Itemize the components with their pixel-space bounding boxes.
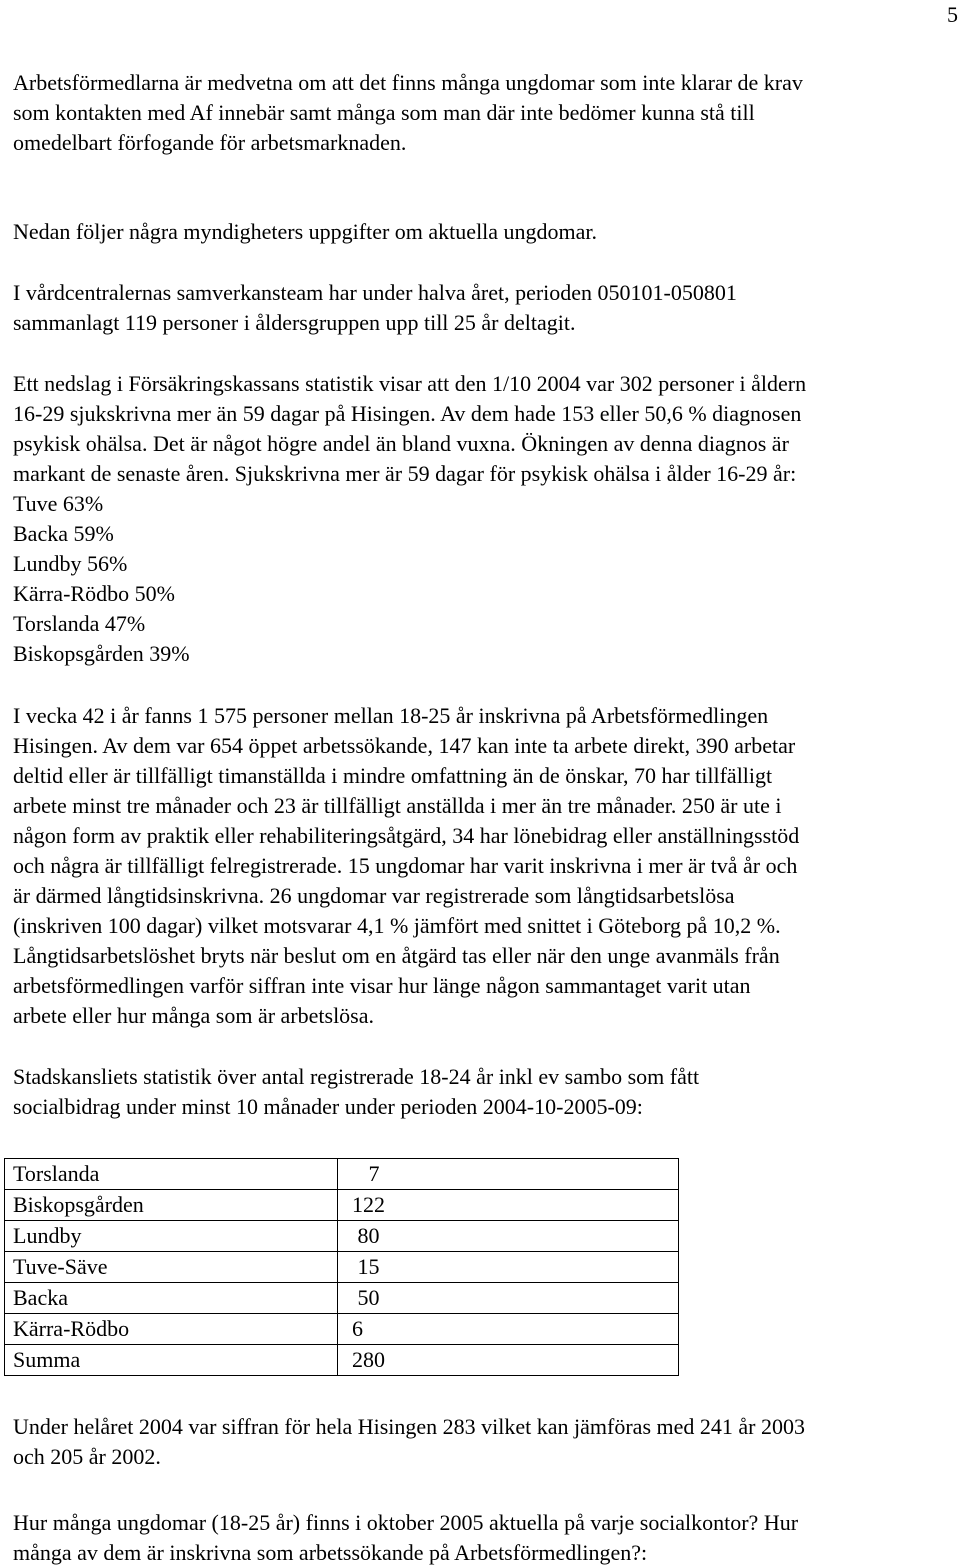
paragraph-stadskansli [13,1062,958,1122]
text-line: socialbidrag under minst 10 månader under perioden 2004-10-2005-09: [13,1094,643,1119]
table-cell-district: Lundby [5,1221,338,1252]
page-number: 5 [947,2,958,27]
table-cell-count [338,1252,679,1283]
value-indent [352,1161,369,1186]
paragraph-fraga [13,1508,958,1568]
paragraph-helaret [13,1412,958,1472]
table-row [5,1252,679,1283]
table-cell-count [338,1190,679,1221]
text-line: Stadskansliets statistik över antal registrerade 18-24 år inkl ev sambo som fått [13,1064,700,1089]
text-line: och 205 år 2002. [13,1444,161,1469]
text-line: Ett nedslag i Försäkringskassans statistik visar att den 1/10 2004 var 302 personer i åldern [13,371,807,396]
text-line: I vårdcentralernas samverkansteam har under halva året, perioden 050101-050801 [13,280,737,305]
table-row [5,1190,679,1221]
table-row-total [5,1345,679,1376]
paragraph-nedan [13,217,958,247]
text-line: många av dem är inskrivna som arbetssökande på Arbetsförmedlingen?: [13,1540,648,1565]
socialbidrag-table [4,1158,679,1376]
text-line: (inskriven 100 dagar) vilket motsvarar 4,1 % jämfört med snittet i Göteborg på 10,2 %. [13,913,781,938]
text-line: I vecka 42 i år fanns 1 575 personer mellan 18-25 år inskrivna på Arbetsförmedlingen [13,703,769,728]
table-cell-district: Backa [5,1283,338,1314]
text-line: Nedan följer några myndigheters uppgifter om aktuella ungdomar. [13,219,598,244]
text-line: arbetsförmedlingen varför siffran inte visar hur länge någon sammantaget varit utan [13,973,751,998]
text-line: markant de senaste åren. Sjukskrivna mer är 59 dagar för psykisk ohälsa i ålder 16-29 år: [13,461,797,486]
paragraph-forsakringskassan [13,369,958,669]
value-text: 7 [368,1161,380,1186]
text-line: Under helåret 2004 var siffran för hela Hisingen 283 vilket kan jämföras med 241 år 2003 [13,1414,805,1439]
table-cell-district: Tuve-Säve [5,1252,338,1283]
table-cell-count [338,1221,679,1252]
text-line: någon form av praktik eller rehabiliteringsåtgärd, 34 har lönebidrag eller anställningsstöd [13,823,800,848]
table-cell-district: Biskopsgården [5,1190,338,1221]
paragraph-vardcentral [13,278,958,338]
value-text: 50 [357,1285,380,1310]
value-text: 6 [352,1316,363,1341]
value-text: 122 [352,1192,385,1217]
document-body [13,68,958,1568]
text-line: Långtidsarbetslöshet bryts när beslut om en åtgärd tas eller när den unge avanmäls från [13,943,780,968]
district-percentage: Kärra-Rödbo 50% [13,581,175,606]
text-line: Hisingen. Av dem var 654 öppet arbetssökande, 147 kan inte ta arbete direkt, 390 arbetar [13,733,796,758]
text-line: omedelbart förfogande för arbetsmarknaden. [13,130,407,155]
text-line: arbete eller hur många som är arbetslösa. [13,1003,375,1028]
district-percentage: Torslanda 47% [13,611,146,636]
table-cell-district: Kärra-Rödbo [5,1314,338,1345]
paragraph-arbetsformedlingen [13,701,958,1031]
text-line: deltid eller är tillfälligt timanställda i mindre omfattning än de önskar, 70 har tillfälligt [13,763,773,788]
district-percentage: Biskopsgården 39% [13,641,190,666]
table-row [5,1314,679,1345]
value-text: 80 [357,1223,380,1248]
district-percentage: Backa 59% [13,521,114,546]
district-percentage: Tuve 63% [13,491,104,516]
table-cell-total-count [338,1345,679,1376]
table-row [5,1159,679,1190]
text-line: och några är tillfälligt felregistrerade. 15 ungdomar har varit inskrivna i mer är två år och [13,853,798,878]
text-line: är därmed långtidsinskrivna. 26 ungdomar var registrerade som långtidsarbetslösa [13,883,735,908]
table-row [5,1221,679,1252]
text-line: arbete minst tre månader och 23 är tillfälligt anställda i mer än tre månader. 250 är ute i [13,793,782,818]
value-text: 280 [352,1347,385,1372]
table-cell-count [338,1283,679,1314]
table-cell-count [338,1159,679,1190]
district-percentage: Lundby 56% [13,551,128,576]
text-line: psykisk ohälsa. Det är något högre andel än bland vuxna. Ökningen av denna diagnos är [13,431,789,456]
text-line: som kontakten med Af innebär samt många som man där inte bedömer kunna stå till [13,100,755,125]
table-cell-district: Torslanda [5,1159,338,1190]
paragraph-intro [13,68,958,158]
table-cell-count [338,1314,679,1345]
table-cell-total-label: Summa [5,1345,338,1376]
text-line: Hur många ungdomar (18-25 år) finns i oktober 2005 aktuella på varje socialkontor? Hur [13,1510,799,1535]
value-text: 15 [357,1254,380,1279]
text-line: sammanlagt 119 personer i åldersgruppen upp till 25 år deltagit. [13,310,576,335]
text-line: 16-29 sjukskrivna mer än 59 dagar på Hisingen. Av dem hade 153 eller 50,6 % diagnosen [13,401,802,426]
table-row [5,1283,679,1314]
text-line: Arbetsförmedlarna är medvetna om att det finns många ungdomar som inte klarar de krav [13,70,803,95]
